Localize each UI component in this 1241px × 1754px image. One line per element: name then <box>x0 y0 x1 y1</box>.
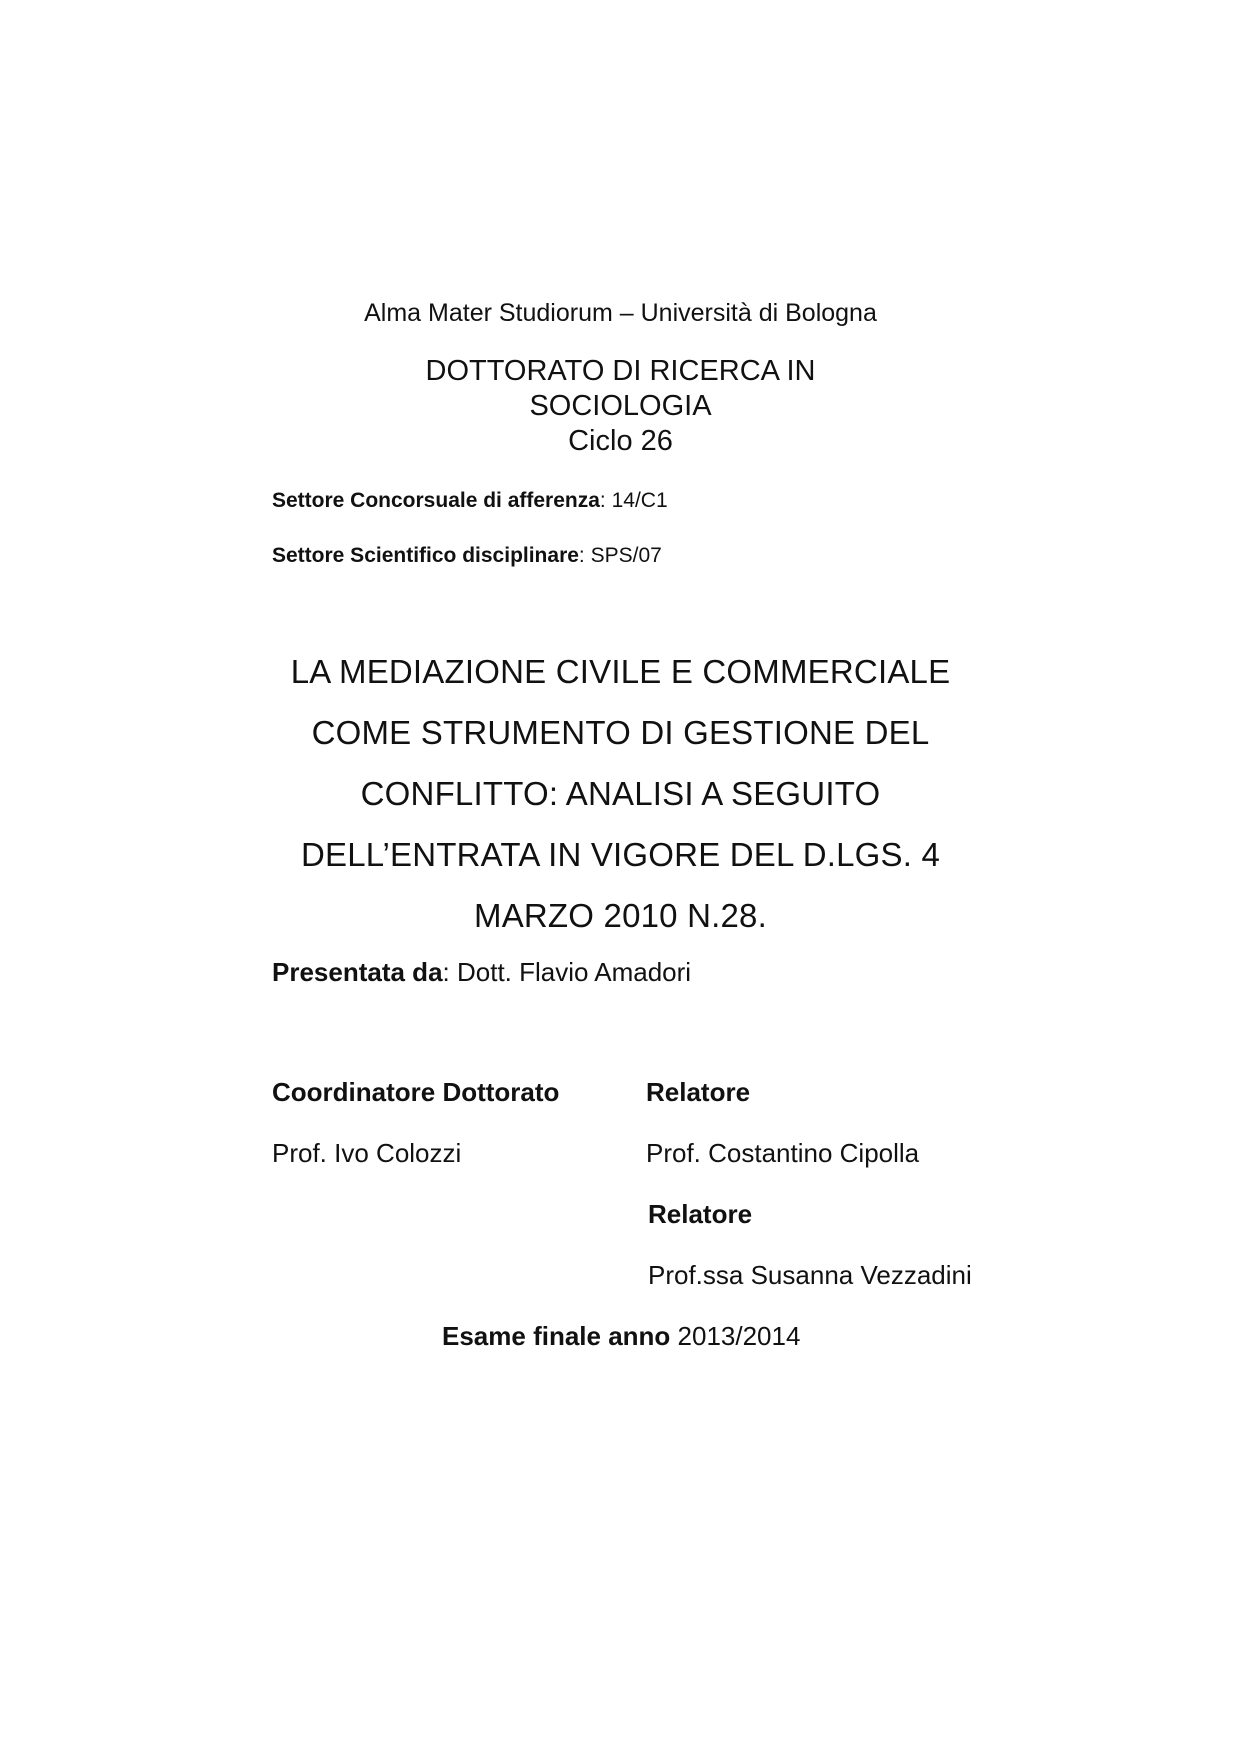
settore-scientifico-label: Settore Scientifico disciplinare <box>272 544 579 567</box>
title-line: DELL’ENTRATA IN VIGORE DEL D.LGS. 4 <box>300 836 941 873</box>
coordinator-name: Prof. Ivo Colozzi <box>272 1138 462 1168</box>
coordinator-label: Coordinatore Dottorato <box>272 1077 560 1107</box>
program-line: SOCIOLOGIA <box>529 390 712 422</box>
university-name: Alma Mater Studiorum – Università di Bologna <box>364 299 877 327</box>
settore-concorsuale-label: Settore Concorsuale di afferenza <box>272 489 600 512</box>
settore-scientifico <box>272 542 662 570</box>
title-line: COME STRUMENTO DI GESTIONE DEL <box>311 714 930 751</box>
program-line: DOTTORATO DI RICERCA IN <box>425 355 816 387</box>
presenter-name: : Dott. Flavio Amadori <box>442 957 692 987</box>
relatore-name-second: Prof.ssa Susanna Vezzadini <box>648 1260 972 1290</box>
exam-value: 2013/2014 <box>670 1321 801 1351</box>
presenter-label: Presentata da <box>272 957 443 987</box>
program-cycle: Ciclo 26 <box>568 425 673 457</box>
exam-label: Esame finale anno <box>442 1321 671 1351</box>
presenter <box>272 955 691 989</box>
title-line: MARZO 2010 N.28. <box>474 897 767 934</box>
final-exam-year <box>442 1319 800 1353</box>
settore-concorsuale <box>272 487 668 515</box>
settore-concorsuale-value: : 14/C1 <box>599 489 668 512</box>
relatore-label: Relatore <box>646 1077 751 1107</box>
title-line: CONFLITTO: ANALISI A SEGUITO <box>360 775 881 812</box>
settore-scientifico-value: : SPS/07 <box>578 544 662 567</box>
relatore-label-second: Relatore <box>648 1199 753 1229</box>
doctorate-program <box>0 354 1241 459</box>
title-line: LA MEDIAZIONE CIVILE E COMMERCIALE <box>290 653 951 690</box>
thesis-title <box>0 641 1241 946</box>
relatore-name: Prof. Costantino Cipolla <box>646 1138 920 1168</box>
